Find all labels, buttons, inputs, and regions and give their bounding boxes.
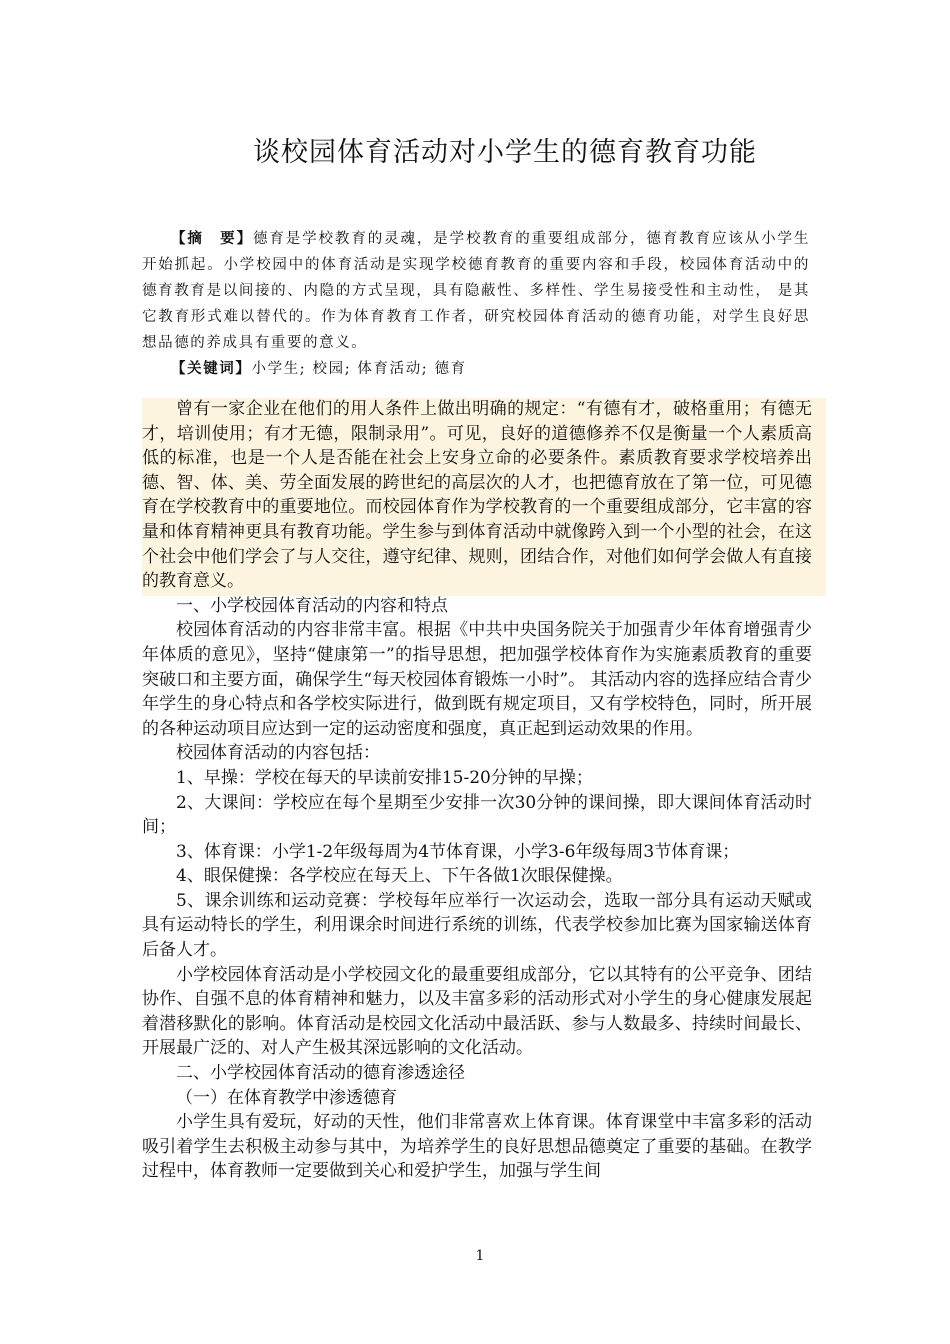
body-paragraph-intro: 曾有一家企业在他们的用人条件上做出明确的规定：“有德有才，破格重用；有德无才，培训使用；有才无德，限制录用”。可见，良好的道德修养不仅是衡量一个人素质高低的标准，也是一个人是否能在社会上安身立命的必要条件。素质教育要求学校培养出德、智、体、美、劳全面发展的跨世纪的高层次的人才，也把德育放在了第一位，可见德育在学校教育中的重要地位。而校园体育作为学校教育的一个重要组成部分，它丰富的容量和体育精神更具有教育功能。学生参与到体育活动中就像跨入到一个小型的社会，在这个社会中他们学会了与人交往，遵守纪律、规则，团结合作，对他们如何学会做人有直接的教育意义。: [142, 399, 812, 592]
keywords-text: 小学生; 校园; 体育活动; 德育: [251, 361, 467, 377]
body-paragraph: 小学校园体育活动是小学校园文化的最重要组成部分，它以其特有的公平竞争、团结协作、自强不息的体育精神和魅力，以及丰富多彩的活动形式对小学生的身心健康发展起着潜移默化的影响。体育活动是校园文化活动中最活跃、参与人数最多、持续时间最长、开展最广泛的、对人产生极其深远影响的文化活动。: [142, 964, 812, 1059]
body-paragraph: 校园体育活动的内容包括：: [176, 743, 380, 764]
abstract-section: [142, 226, 810, 382]
abstract-text: 德育是学校教育的灵魂，是学校教育的重要组成部分，德育教育应该从小学生开始抓起。小学校园中的体育活动是实现学校德育教育的重要内容和手段，校园体育活动中的德育教育是以间接的、内隐的方式呈现，具有隐蔽性、多样性、学生易接受性和主动性， 是其它教育形式难以替代的。作为体育教育工作者，研究校园体育活动的德育功能，对学生良好思想品德的养成具有重要的意义。: [142, 231, 810, 351]
list-item: 5、课余训练和运动竞赛：学校每年应举行一次运动会，选取一部分具有运动天赋或具有运动特长的学生，利用课余时间进行系统的训练，代表学校参加比赛为国家输送体育后备人才。: [142, 890, 812, 961]
body-paragraph: 校园体育活动的内容非常丰富。根据《中共中央国务院关于加强青少年体育增强青少年体质的意见》，坚持“健康第一”的指导思想，把加强学校体育作为实施素质教育的重要突破口和主要方面，确保学生“每天校园体育锻炼一小时”。 其活动内容的选择应结合青少年学生的身心特点和各学校实际进行，做到既有规定项目，又有学校特色，同时，所开展的各种运动项目应达到一定的运动密度和强度，真正起到运动效果的作用。: [142, 620, 812, 739]
body-paragraph: 小学生具有爱玩，好动的天性，他们非常喜欢上体育课。体育课堂中丰富多彩的活动吸引着学生去积极主动参与其中，为培养学生的良好思想品德奠定了重要的基础。在教学过程中，体育教师一定要做到关心和爱护学生，加强与学生间: [142, 1112, 812, 1182]
page-number: 1: [475, 1248, 485, 1264]
keywords-label: 【关键词】: [171, 361, 252, 377]
keywords-paragraph: [142, 356, 810, 382]
list-item: 2、大课间：学校应在每个星期至少安排一次30分钟的课间操，即大课间体育活动时间；: [142, 792, 812, 838]
section-heading-1: 一、小学校园体育活动的内容和特点: [176, 595, 448, 616]
subsection-heading: （一）在体育教学中渗透德育: [176, 1087, 397, 1108]
abstract-paragraph: [142, 226, 810, 356]
document-title: 谈校园体育活动对小学生的德育教育功能: [253, 137, 757, 168]
list-item: 4、眼保健操：各学校应在每天上、下午各做1次眼保健操。: [176, 866, 623, 887]
list-item: 1、早操：学校在每天的早读前安排15-20分钟的早操；: [176, 767, 593, 788]
list-item: 3、体育课：小学1-2年级每周为4节体育课，小学3-6年级每周3节体育课；: [176, 841, 740, 862]
section-heading-2: 二、小学校园体育活动的德育渗透途径: [176, 1063, 465, 1084]
abstract-label: 【摘 要】: [171, 231, 253, 247]
body-text: [142, 397, 812, 1184]
